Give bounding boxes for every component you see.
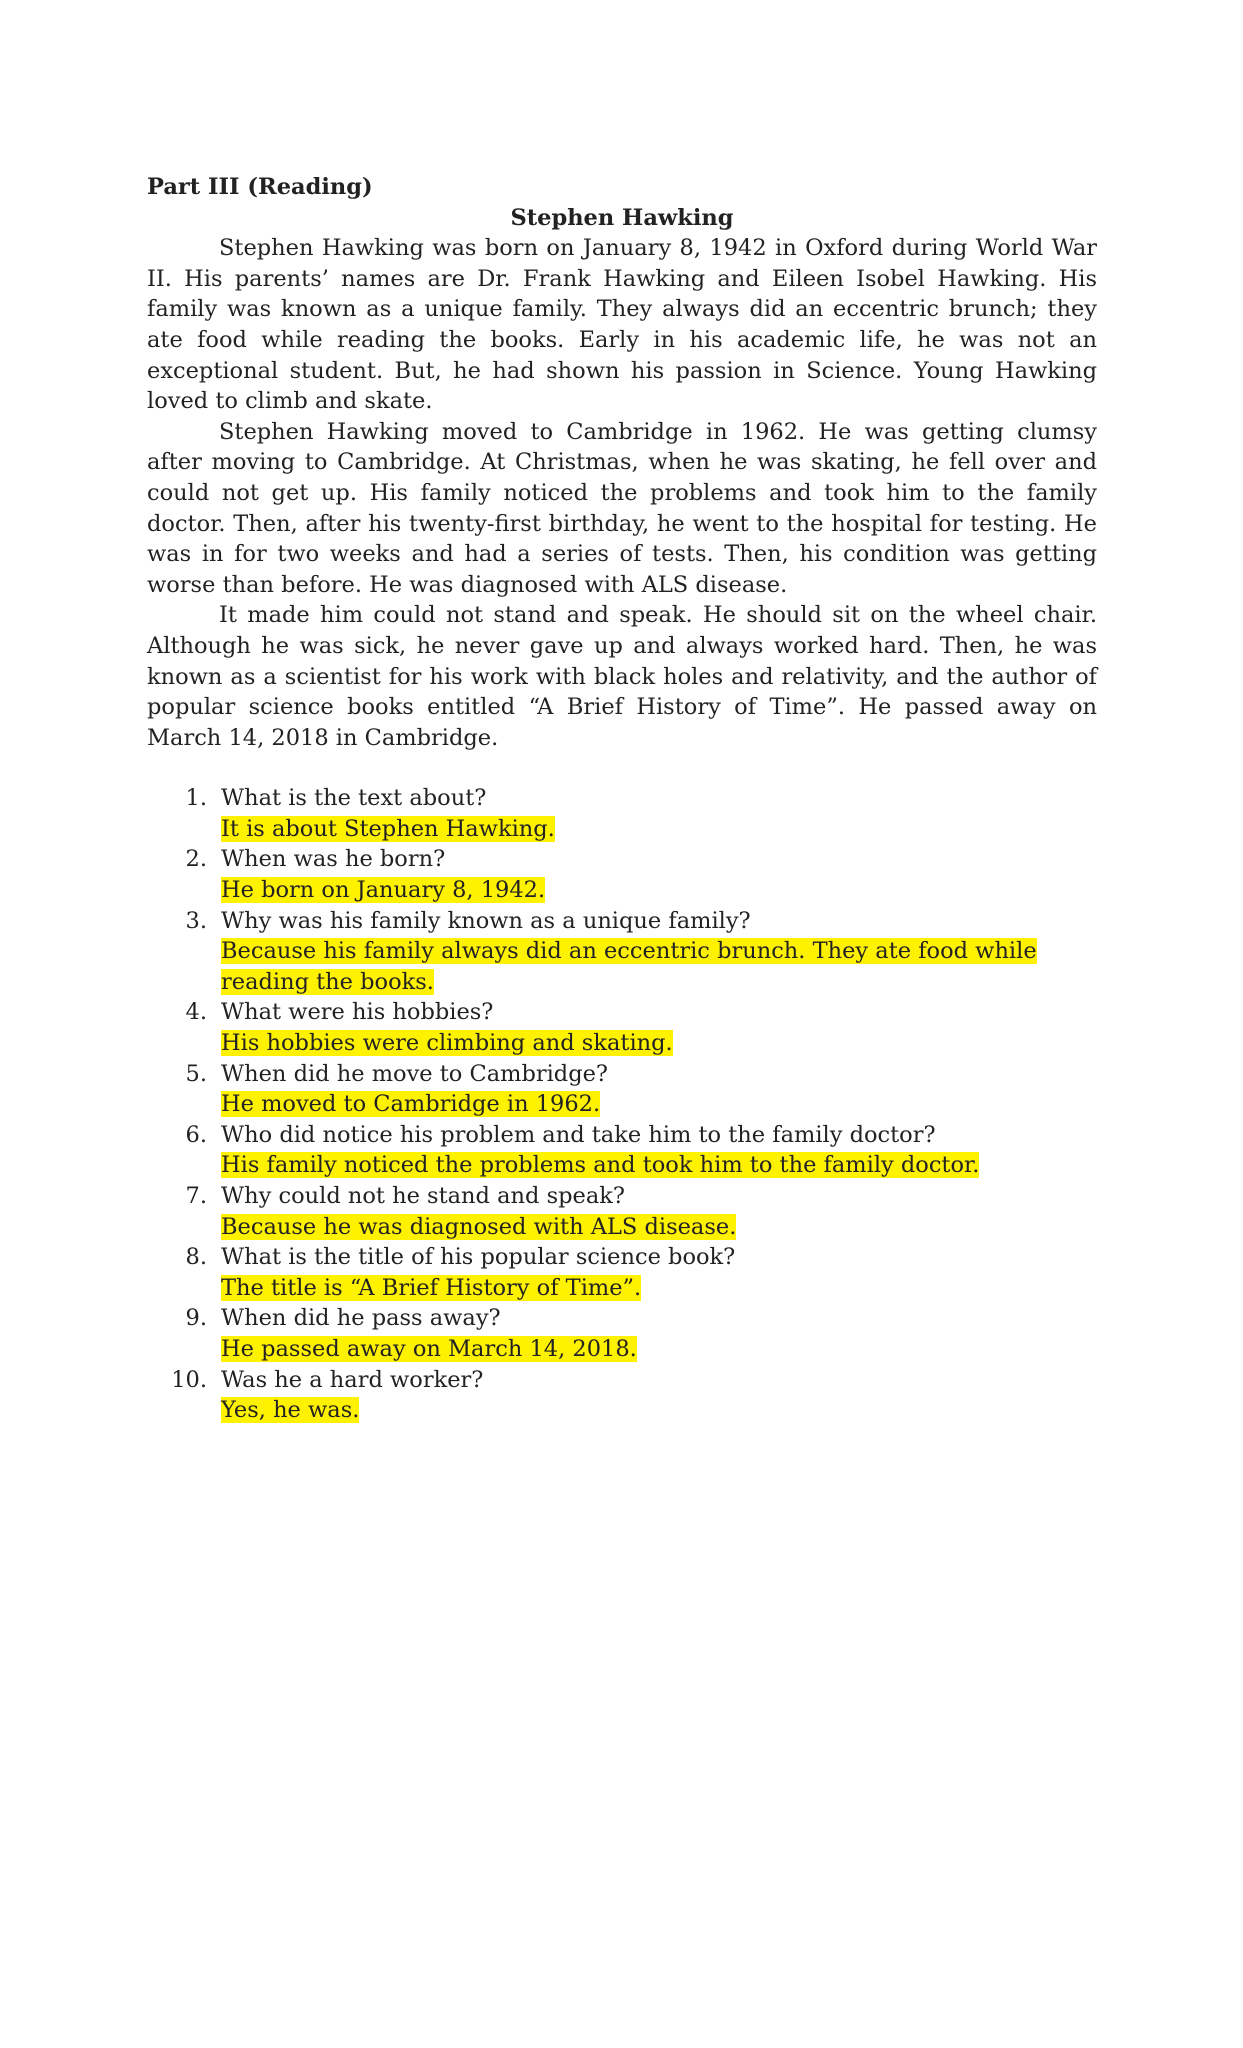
section-label: Part III (Reading) (147, 174, 373, 200)
question-number: 6. (185, 1121, 207, 1148)
question-number: 4. (185, 999, 207, 1026)
question-text: Who did notice his problem and take him to the family doctor? (221, 1121, 936, 1148)
question-text: Why was his family known as a unique family? (221, 907, 751, 934)
question-text: When did he move to Cambridge? (221, 1060, 608, 1087)
question-item-6 (147, 1120, 1097, 1181)
answer-text: Yes, he was. (221, 1397, 360, 1424)
question-item-1 (147, 783, 1097, 844)
question-item-7 (147, 1181, 1097, 1242)
question-item-10 (147, 1365, 1097, 1426)
question-number: 1. (185, 785, 207, 812)
question-item-3 (147, 906, 1097, 998)
question-item-2 (147, 844, 1097, 905)
question-number: 8. (185, 1244, 207, 1271)
question-list (147, 783, 1097, 1425)
answer-text: It is about Stephen Hawking. (221, 815, 555, 842)
question-number: 3. (185, 907, 207, 934)
question-item-5 (147, 1059, 1097, 1120)
question-text: When did he pass away? (221, 1305, 501, 1332)
question-item-4 (147, 997, 1097, 1058)
question-text: What is the text about? (221, 785, 487, 812)
paragraph-2: Stephen Hawking moved to Cambridge in 1962. He was getting clumsy after moving to Cambridge. At Christmas, when he was skating, he fell over and could not get up. His family noticed the problems and took him to the family doctor. Then, after his twenty-first birthday, he went to the hospital for testing. He was in for two weeks and had a series of tests. Then, his condition was getting worse than before. He was diagnosed with ALS disease. (147, 418, 1097, 598)
answer-text: His family noticed the problems and took him to the family doctor. (221, 1152, 980, 1179)
question-text: What were his hobbies? (221, 999, 494, 1026)
answer-text: He moved to Cambridge in 1962. (221, 1091, 601, 1118)
answer-text: The title is “A Brief History of Time”. (221, 1274, 642, 1301)
question-number: 2. (185, 846, 207, 873)
question-number: 10. (171, 1366, 207, 1393)
answer-text: He born on January 8, 1942. (221, 877, 546, 904)
question-number: 5. (185, 1060, 207, 1087)
paragraph-1: Stephen Hawking was born on January 8, 1942 in Oxford during World War II. His parents’ names are Dr. Frank Hawking and Eileen Isobel Hawking. His family was known as a unique family. They always did an eccentric brunch; they ate food while reading the books. Early in his academic life, he was not an exceptional student. But, he had shown his passion in Science. Young Hawking loved to climb and skate. (147, 235, 1097, 415)
question-number: 9. (185, 1305, 207, 1332)
question-text: When was he born? (221, 846, 446, 873)
question-number: 7. (185, 1183, 207, 1209)
question-item-9 (147, 1303, 1097, 1364)
document-page (147, 172, 1097, 1426)
document-title: Stephen Hawking (510, 204, 734, 231)
answer-text: Because he was diagnosed with ALS disease. (221, 1213, 737, 1240)
question-text: What is the title of his popular science book? (221, 1244, 736, 1271)
answer-text: His hobbies were climbing and skating. (221, 1030, 673, 1057)
question-item-8 (147, 1242, 1097, 1303)
answer-text: He passed away on March 14, 2018. (221, 1335, 637, 1362)
question-text: Why could not he stand and speak? (221, 1183, 625, 1209)
question-text: Was he a hard worker? (221, 1366, 484, 1393)
paragraph-3: It made him could not stand and speak. He should sit on the wheel chair. Although he was sick, he never gave up and always worked hard. Then, he was known as a scientist for his work with black holes and relativity, and the author of popular science books entitled “A Brief History of Time”. He passed away on March 14, 2018 in Cambridge. (147, 602, 1097, 751)
answer-text: Because his family always did an eccentric brunch. They ate food while reading the books. (221, 938, 1037, 995)
